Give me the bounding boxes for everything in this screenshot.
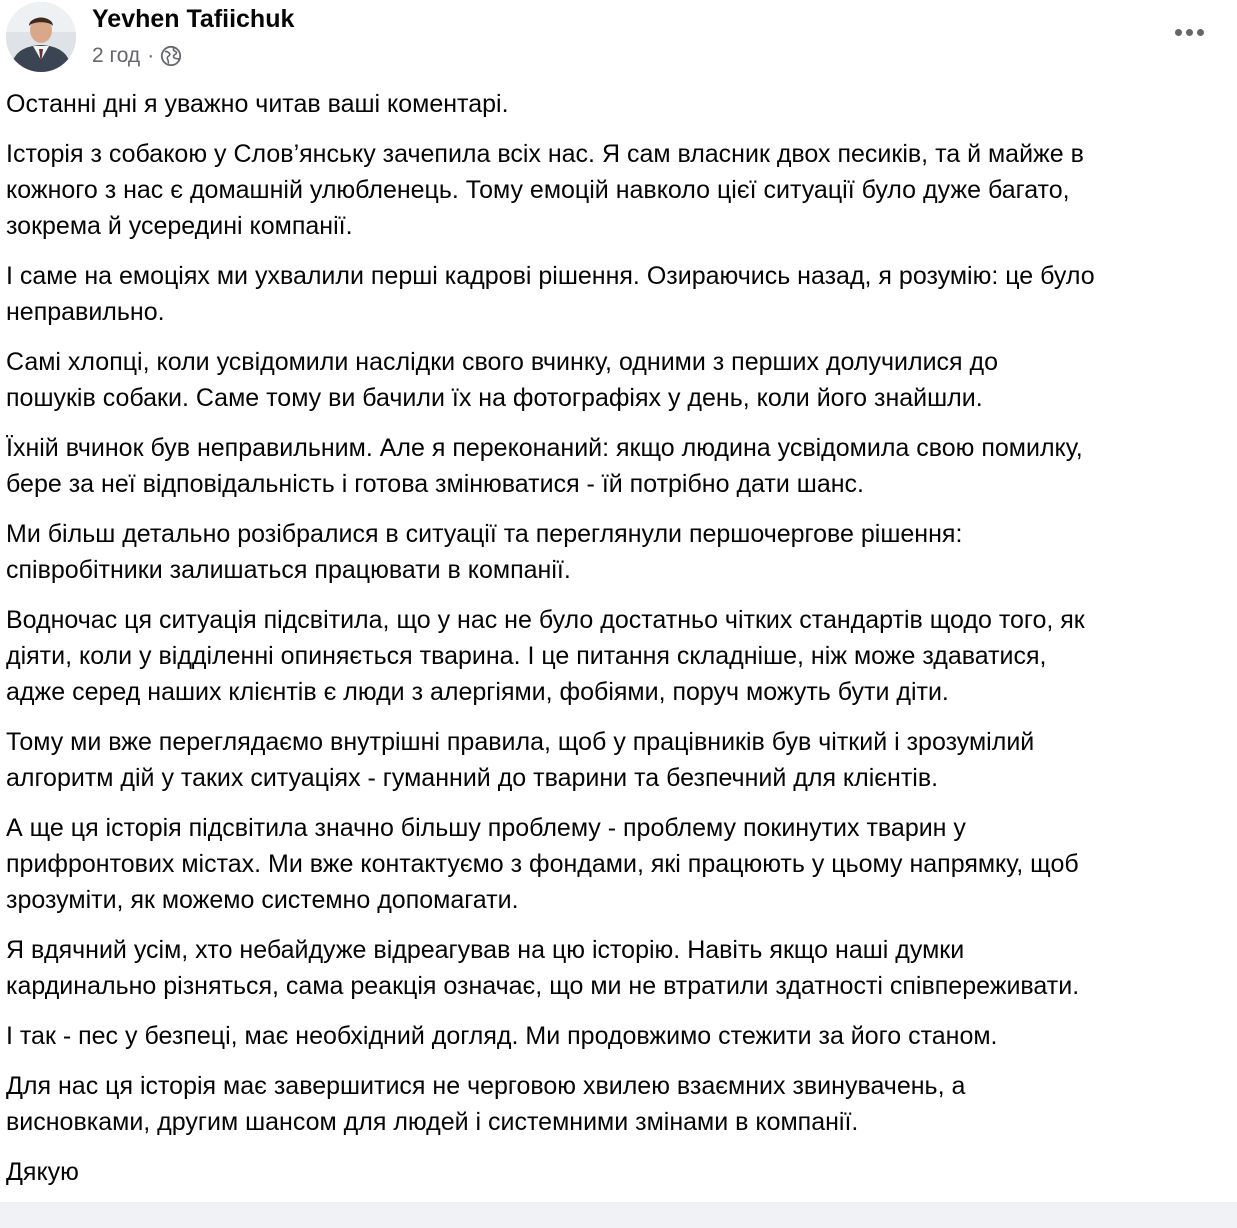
post-meta bbox=[92, 42, 182, 70]
more-options-button[interactable] bbox=[1166, 12, 1212, 52]
post-paragraph: Останні дні я уважно читав ваші коментарі. bbox=[6, 90, 509, 118]
post-header bbox=[0, 0, 1237, 80]
post-paragraph: А ще ця історія підсвітила значно більшу проблему - проблему покинутих тварин у прифронтових містах. Ми вже контактуємо з фондами, які працюють у цьому напрямку, щоб зрозуміти, як можемо системно допомагати. bbox=[6, 814, 1079, 914]
globe-icon[interactable] bbox=[160, 45, 182, 67]
author-avatar[interactable] bbox=[6, 2, 76, 72]
post-paragraph: Самі хлопці, коли усвідомили наслідки свого вчинку, одними з перших долучилися до пошуків собаки. Саме тому ви бачили їх на фотографіях у день, коли його знайшли. bbox=[6, 348, 999, 412]
post-paragraph: Для нас ця історія має завершитися не черговою хвилею взаємних звинувачень, а висновками, другим шансом для людей і системними змінами в компанії. bbox=[6, 1072, 966, 1136]
post-paragraph: Їхній вчинок був неправильним. Але я переконаний: якщо людина усвідомила свою помилку, бере за неї відповідальність і готова змінюватися - їй потрібно дати шанс. bbox=[6, 434, 1083, 498]
post-paragraph: Я вдячний усім, хто небайдуже відреагував на цю історію. Навіть якщо наші думки кардинально різняться, сама реакція означає, що ми не втратили здатності співпереживати. bbox=[6, 936, 1080, 1000]
post-paragraph: Ми більш детально розібралися в ситуації та переглянули першочергове рішення: співробітники залишаться працювати в компанії. bbox=[6, 520, 963, 584]
post-paragraph: Історія з собакою у Слов’янську зачепила всіх нас. Я сам власник двох песиків, та й майже в кожного з нас є домашній улюбленець. Тому емоцій навколо цієї ситуації було дуже багато, зокрема й усередині компанії. bbox=[6, 140, 1084, 240]
author-name[interactable]: Yevhen Tafiichuk bbox=[92, 5, 295, 33]
post-paragraph: Тому ми вже переглядаємо внутрішні правила, щоб у працівників був чіткий і зрозумілий алгоритм дій у таких ситуаціях - гуманний до тварини та безпечний для клієнтів. bbox=[6, 728, 1035, 792]
avatar-photo-icon bbox=[6, 2, 76, 72]
meta-separator: · bbox=[147, 44, 155, 67]
post-paragraph: І саме на емоціях ми ухвалили перші кадрові рішення. Озираючись назад, я розумію: це було неправильно. bbox=[6, 262, 1095, 326]
post-bottom-divider bbox=[0, 1202, 1237, 1228]
post-paragraph: І так - пес у безпеці, має необхідний догляд. Ми продовжимо стежити за його станом. bbox=[6, 1022, 998, 1050]
post-paragraph: Дякую bbox=[6, 1158, 79, 1186]
post-body bbox=[6, 86, 1231, 1204]
post-timestamp[interactable]: 2 год bbox=[92, 44, 141, 67]
post-paragraph: Водночас ця ситуація підсвітила, що у нас не було достатньо чітких стандартів щодо того, як діяти, коли у відділенні опиняється тварина. І це питання складніше, ніж може здаватися, адже серед наших клієнтів є люди з алергіями, фобіями, поруч можуть бути діти. bbox=[6, 606, 1085, 706]
more-options-icon bbox=[1175, 29, 1204, 36]
